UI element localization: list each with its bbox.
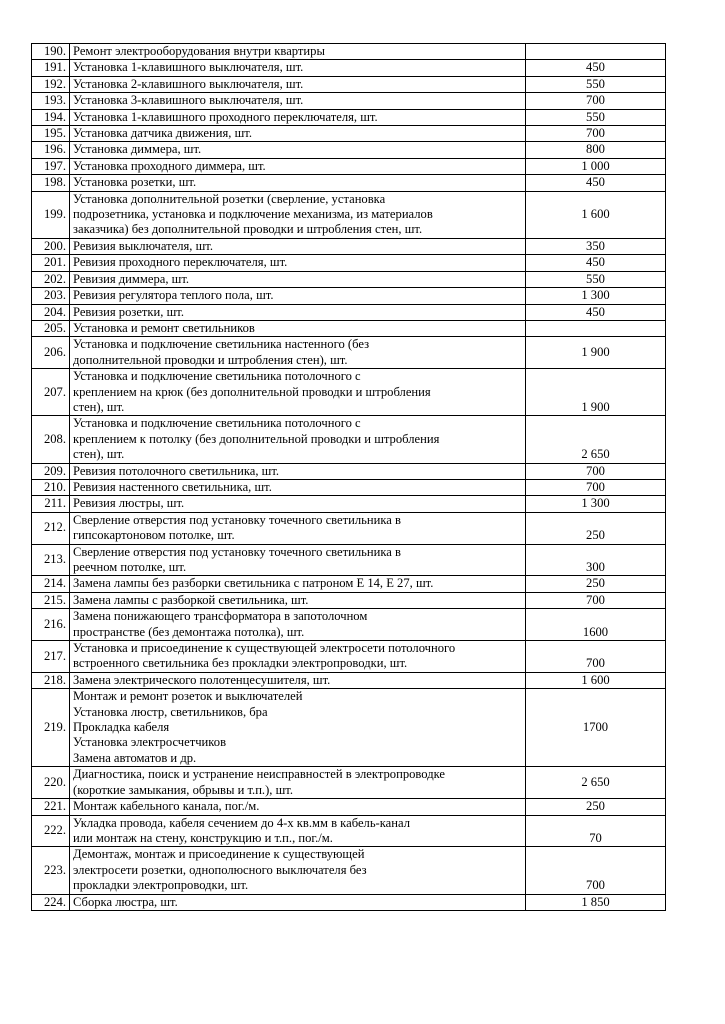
description-line: Сверление отверстия под установку точечного светильника в [73,512,401,527]
price-value: 550 [526,109,666,125]
description-line: Установка 1-клавишного проходного переключателя, шт. [73,109,378,124]
description-line: гипсокартоновом потолке, шт. [73,528,235,543]
table-row [32,496,666,512]
row-number: 214. [32,576,70,592]
table-row [32,689,666,767]
description-line: Установка люстр, светильников, бра [73,704,268,719]
row-number: 202. [32,271,70,287]
description-line: Монтаж и ремонт розеток и выключателей [73,689,303,704]
description-line: Установка 1-клавишного выключателя, шт. [73,60,304,75]
price-value: 450 [526,60,666,76]
description-line: Установка розетки, шт. [73,175,197,190]
table-row [32,463,666,479]
description-line: (короткие замыкания, обрывы и т.п.), шт. [73,782,293,797]
price-value: 350 [526,238,666,254]
row-number: 204. [32,304,70,320]
description-line: Замена автоматов и др. [73,750,197,765]
price-value [526,44,666,60]
work-description [70,255,526,271]
description-line: подрозетника, установка и подключение механизма, из материалов [73,207,433,222]
table-row [32,320,666,336]
description-line: стен), шт. [73,447,125,462]
price-value: 700 [526,93,666,109]
table-row [32,60,666,76]
description-line: Установка и подключение светильника потолочного с [73,416,361,431]
work-description [70,576,526,592]
description-line: Ревизия потолочного светильника, шт. [73,463,280,478]
description-line: Диагностика, поиск и устранение неисправностей в электропроводке [73,767,446,782]
row-number: 220. [32,767,70,799]
description-line: Установка датчика движения, шт. [73,126,252,141]
table-row [32,479,666,495]
description-line: дополнительной проводки и штробления стен), шт. [73,352,348,367]
work-description [70,496,526,512]
price-value: 550 [526,271,666,287]
work-description [70,175,526,191]
table-row [32,191,666,238]
work-description [70,271,526,287]
price-value: 1 000 [526,158,666,174]
row-number: 209. [32,463,70,479]
description-line: Установка электросчетчиков [73,735,227,750]
work-description [70,142,526,158]
description-line: стен), шт. [73,399,125,414]
work-description [70,109,526,125]
table-row [32,76,666,92]
table-row [32,238,666,254]
price-value: 550 [526,76,666,92]
work-description [70,894,526,910]
row-number: 221. [32,799,70,815]
price-value: 700 [526,847,666,894]
row-number: 206. [32,337,70,369]
table-row [32,255,666,271]
price-value: 700 [526,126,666,142]
price-value: 70 [526,815,666,847]
row-number: 190. [32,44,70,60]
description-line: Установка проходного диммера, шт. [73,158,266,173]
work-description [70,689,526,767]
description-line: встроенного светильника без прокладки электропроводки, шт. [73,656,408,671]
table-row [32,767,666,799]
description-line: Установка дополнительной розетки (сверление, установка [73,191,386,206]
work-description [70,463,526,479]
table-row [32,158,666,174]
price-table [31,43,666,911]
description-line: прокладки электропроводки, шт. [73,878,249,893]
price-value: 250 [526,512,666,544]
price-value: 1700 [526,689,666,767]
table-row [32,512,666,544]
description-line: Прокладка кабеля [73,720,170,735]
price-value: 700 [526,479,666,495]
description-line: Установка и присоединение к существующей электросети потолочного [73,641,456,656]
row-number: 203. [32,288,70,304]
description-line: или монтаж на стену, конструкцию и т.п., пог./м. [73,830,333,845]
description-line: Замена электрического полотенцесушителя, шт. [73,672,331,687]
work-description [70,337,526,369]
row-number: 215. [32,592,70,608]
price-value: 700 [526,641,666,673]
table-row [32,175,666,191]
description-line: Установка диммера, шт. [73,142,202,157]
description-line: Ревизия розетки, шт. [73,304,184,319]
row-number: 223. [32,847,70,894]
description-line: Установка и подключение светильника потолочного с [73,369,361,384]
table-row [32,609,666,641]
price-value: 1 900 [526,369,666,416]
table-row [32,894,666,910]
price-value [526,320,666,336]
work-description [70,126,526,142]
description-line: реечном потолке, шт. [73,560,187,574]
work-description [70,815,526,847]
description-line: Ревизия настенного светильника, шт. [73,479,272,494]
work-description [70,416,526,463]
price-value: 700 [526,592,666,608]
description-line: Ревизия выключателя, шт. [73,238,213,253]
work-description [70,479,526,495]
table-row [32,304,666,320]
work-description [70,320,526,336]
description-line: Замена понижающего трансформатора в запотолочном [73,609,368,624]
row-number: 201. [32,255,70,271]
price-value: 700 [526,463,666,479]
price-value: 450 [526,175,666,191]
description-line: Демонтаж, монтаж и присоединение к существующей [73,847,365,862]
work-description [70,592,526,608]
price-value: 1 300 [526,288,666,304]
price-value: 450 [526,304,666,320]
table-row [32,142,666,158]
row-number: 196. [32,142,70,158]
table-row [32,544,666,576]
table-row [32,126,666,142]
description-line: Замена лампы без разборки светильника с патроном Е 14, Е 27, шт. [73,576,434,591]
description-line: Установка 2-клавишного выключателя, шт. [73,76,304,91]
row-number: 224. [32,894,70,910]
table-row [32,799,666,815]
work-description [70,60,526,76]
description-line: Сверление отверстия под установку точечного светильника в [73,544,401,559]
row-number: 210. [32,479,70,495]
work-description [70,76,526,92]
table-row [32,641,666,673]
row-number: 219. [32,689,70,767]
description-line: заказчика) без дополнительной проводки и штробления стен, шт. [73,222,423,237]
table-row [32,93,666,109]
row-number: 207. [32,369,70,416]
description-line: Ревизия люстры, шт. [73,496,185,511]
table-row [32,337,666,369]
description-line: Ремонт электрооборудования внутри квартиры [73,44,325,58]
row-number: 217. [32,641,70,673]
row-number: 198. [32,175,70,191]
price-value: 250 [526,799,666,815]
price-value: 300 [526,544,666,576]
price-table-body [32,44,666,911]
work-description [70,158,526,174]
row-number: 197. [32,158,70,174]
table-row [32,592,666,608]
row-number: 194. [32,109,70,125]
description-line: Сборка люстра, шт. [73,894,178,909]
price-value: 1600 [526,609,666,641]
work-description [70,93,526,109]
row-number: 222. [32,815,70,847]
table-row [32,847,666,894]
row-number: 218. [32,672,70,688]
table-row [32,288,666,304]
table-row [32,576,666,592]
description-line: Установка и ремонт светильников [73,320,255,335]
description-line: Замена лампы с разборкой светильника, шт. [73,592,309,607]
price-value: 1 600 [526,672,666,688]
work-description [70,641,526,673]
table-row [32,44,666,60]
work-description [70,609,526,641]
description-line: Монтаж кабельного канала, пог./м. [73,799,260,814]
row-number: 192. [32,76,70,92]
work-description [70,304,526,320]
description-line: Ревизия регулятора теплого пола, шт. [73,288,274,303]
table-row [32,109,666,125]
description-line: Установка 3-клавишного выключателя, шт. [73,93,304,108]
row-number: 199. [32,191,70,238]
work-description [70,799,526,815]
row-number: 205. [32,320,70,336]
work-description [70,191,526,238]
price-value: 2 650 [526,416,666,463]
row-number: 191. [32,60,70,76]
price-value: 250 [526,576,666,592]
table-row [32,369,666,416]
work-description [70,767,526,799]
work-description [70,238,526,254]
description-line: Установка и подключение светильника настенного (без [73,337,370,352]
work-description [70,847,526,894]
description-line: Укладка провода, кабеля сечением до 4-х кв.мм в кабель-канал [73,815,410,830]
description-line: электросети розетки, однополюсного выключателя без [73,862,367,877]
work-description [70,544,526,576]
description-line: пространстве (без демонтажа потолка), шт. [73,624,305,639]
price-value: 1 600 [526,191,666,238]
row-number: 195. [32,126,70,142]
work-description [70,369,526,416]
price-value: 1 300 [526,496,666,512]
work-description [70,288,526,304]
price-value: 450 [526,255,666,271]
price-value: 1 900 [526,337,666,369]
price-value: 2 650 [526,767,666,799]
row-number: 216. [32,609,70,641]
row-number: 211. [32,496,70,512]
description-line: креплением на крюк (без дополнительной проводки и штробления [73,384,431,399]
price-value: 1 850 [526,894,666,910]
row-number: 193. [32,93,70,109]
table-row [32,271,666,287]
description-line: Ревизия диммера, шт. [73,271,190,286]
row-number: 212. [32,512,70,544]
work-description [70,512,526,544]
row-number: 213. [32,544,70,576]
table-row [32,672,666,688]
work-description [70,672,526,688]
table-row [32,815,666,847]
table-row [32,416,666,463]
row-number: 200. [32,238,70,254]
work-description [70,44,526,60]
row-number: 208. [32,416,70,463]
description-line: креплением к потолку (без дополнительной проводки и штробления [73,431,440,446]
price-value: 800 [526,142,666,158]
description-line: Ревизия проходного переключателя, шт. [73,255,288,270]
